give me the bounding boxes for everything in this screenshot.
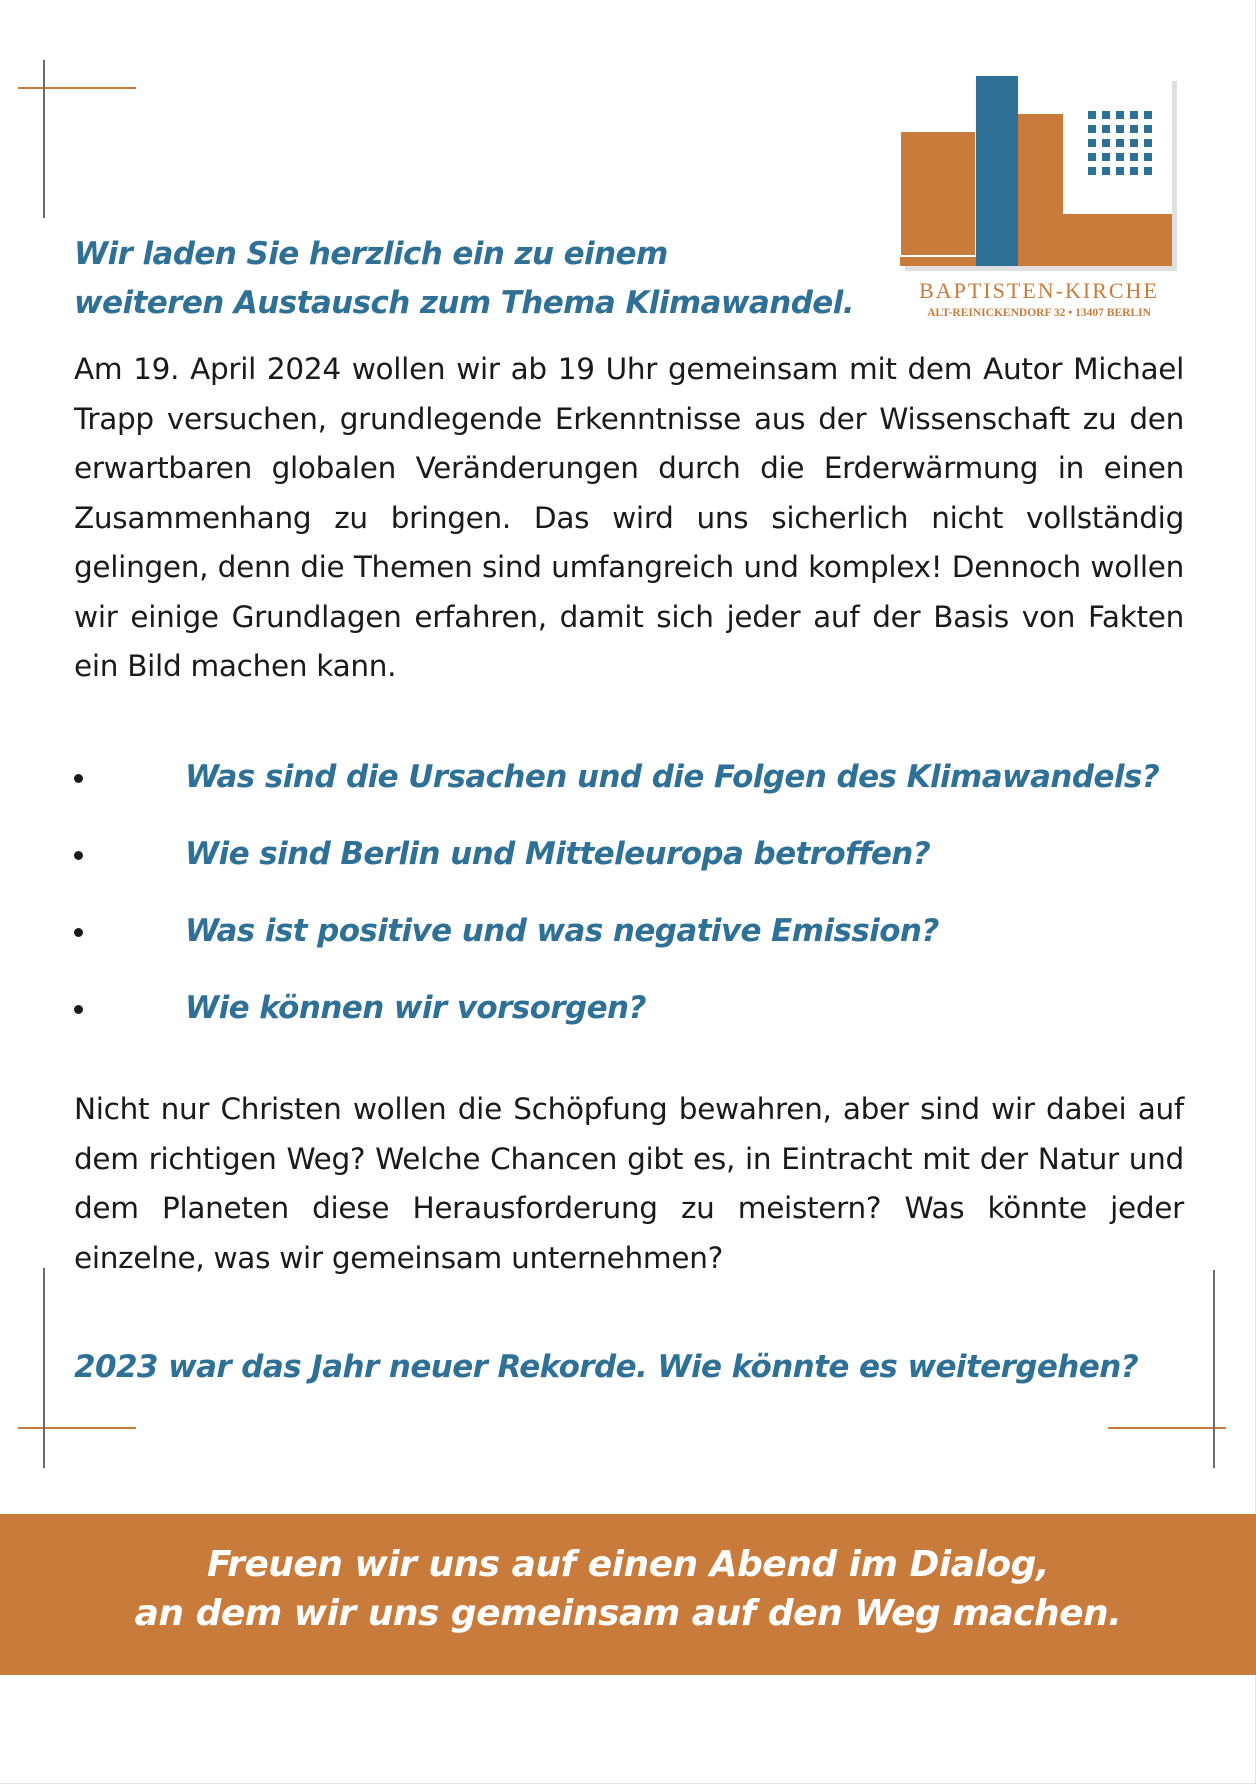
bullet-icon <box>74 851 83 860</box>
crop-mark-bottom-left-v <box>43 1268 45 1468</box>
footer-line-1: Freuen wir uns auf einen Abend im Dialog, <box>206 1544 1050 1585</box>
logo-window-dot <box>1116 125 1124 133</box>
logo-window-dot <box>1144 139 1152 147</box>
logo-window-dot <box>1116 139 1124 147</box>
list-item <box>74 906 1184 983</box>
question-text: Was ist positive und was negative Emission? <box>185 913 939 949</box>
logo-window-dot <box>1144 111 1152 119</box>
invitation-line-1: Wir laden Sie herzlich ein zu einem <box>74 236 668 272</box>
list-item <box>74 752 1184 829</box>
church-name: BAPTISTEN-KIRCHE <box>919 278 1159 303</box>
crop-mark-top-left-h <box>18 87 136 89</box>
crop-mark-bottom-right-v <box>1213 1270 1215 1468</box>
reflection-paragraph: Nicht nur Christen wollen die Schöpfung bewahren, aber sind wir dabei auf dem richtigen Weg? Welche Chancen gibt es, in Eintracht mit der Natur und dem Planeten diese Herausforderung zu meistern? Was könnte jeder einzelne, was wir gemeinsam unternehmen? <box>74 1092 1184 1275</box>
logo-window-dot <box>1144 167 1152 175</box>
logo-window-dot <box>1088 111 1096 119</box>
logo-window-dot <box>1088 125 1096 133</box>
footer-banner <box>0 1514 1256 1675</box>
list-item <box>74 983 1184 1060</box>
bullet-icon <box>74 774 83 783</box>
logo-window-dot <box>1116 167 1124 175</box>
event-description: Am 19. April 2024 wollen wir ab 19 Uhr gemeinsam mit dem Autor Michael Trapp versuchen, grundlegende Erkenntnisse aus der Wissenschaft zu den erwartbaren globalen Veränderungen durch die Erderwärmung in einen Zusammenhang zu bringen. Das wird uns sicherlich nicht vollständig gelingen, denn die Themen sind umfangreich und komplex! Dennoch wollen wir einige Grundlagen erfahren, damit sich jeder auf der Basis von Fakten ein Bild machen kann. <box>74 352 1184 683</box>
logo-window-dot <box>1130 125 1138 133</box>
logo-window-dot <box>1088 167 1096 175</box>
logo-window-dot <box>1130 153 1138 161</box>
question-text: Wie sind Berlin und Mitteleuropa betroffen? <box>185 836 931 872</box>
logo-window-dot <box>1102 153 1110 161</box>
bullet-icon <box>74 928 83 937</box>
logo-window-dot <box>1102 111 1110 119</box>
footer-line-2: an dem wir uns gemeinsam auf den Weg machen. <box>134 1593 1122 1634</box>
logo-window-dot <box>1116 111 1124 119</box>
bullet-icon <box>74 1005 83 1014</box>
crop-mark-top-left-v <box>43 60 45 218</box>
logo-window-dot <box>1130 111 1138 119</box>
question-text: Wie können wir vorsorgen? <box>185 990 646 1026</box>
logo-window-dot <box>1088 153 1096 161</box>
logo-window-dot <box>1130 139 1138 147</box>
church-building-logo-icon <box>900 76 1178 272</box>
church-logo <box>900 76 1178 321</box>
question-text: Was sind die Ursachen und die Folgen des Klimawandels? <box>185 759 1160 795</box>
logo-window-dot <box>1102 125 1110 133</box>
logo-window-dot <box>1102 139 1110 147</box>
list-item <box>74 829 1184 906</box>
logo-window-dot <box>1144 125 1152 133</box>
logo-window-dot <box>1130 167 1138 175</box>
logo-window-dot <box>1088 139 1096 147</box>
logo-window-dot <box>1116 153 1124 161</box>
question-list <box>74 752 1184 1060</box>
closing-question: 2023 war das Jahr neuer Rekorde. Wie könnte es weitergehen? <box>74 1349 1139 1385</box>
church-address: ALT-REINICKENDORF 32 • 13407 BERLIN <box>927 307 1151 319</box>
invitation-heading <box>74 230 874 328</box>
crop-mark-bottom-left-h <box>18 1427 136 1429</box>
logo-window-dot <box>1102 167 1110 175</box>
invitation-line-2: weiteren Austausch zum Thema Klimawandel. <box>74 285 854 321</box>
logo-window-dot <box>1144 153 1152 161</box>
crop-mark-bottom-right-h <box>1108 1427 1226 1429</box>
